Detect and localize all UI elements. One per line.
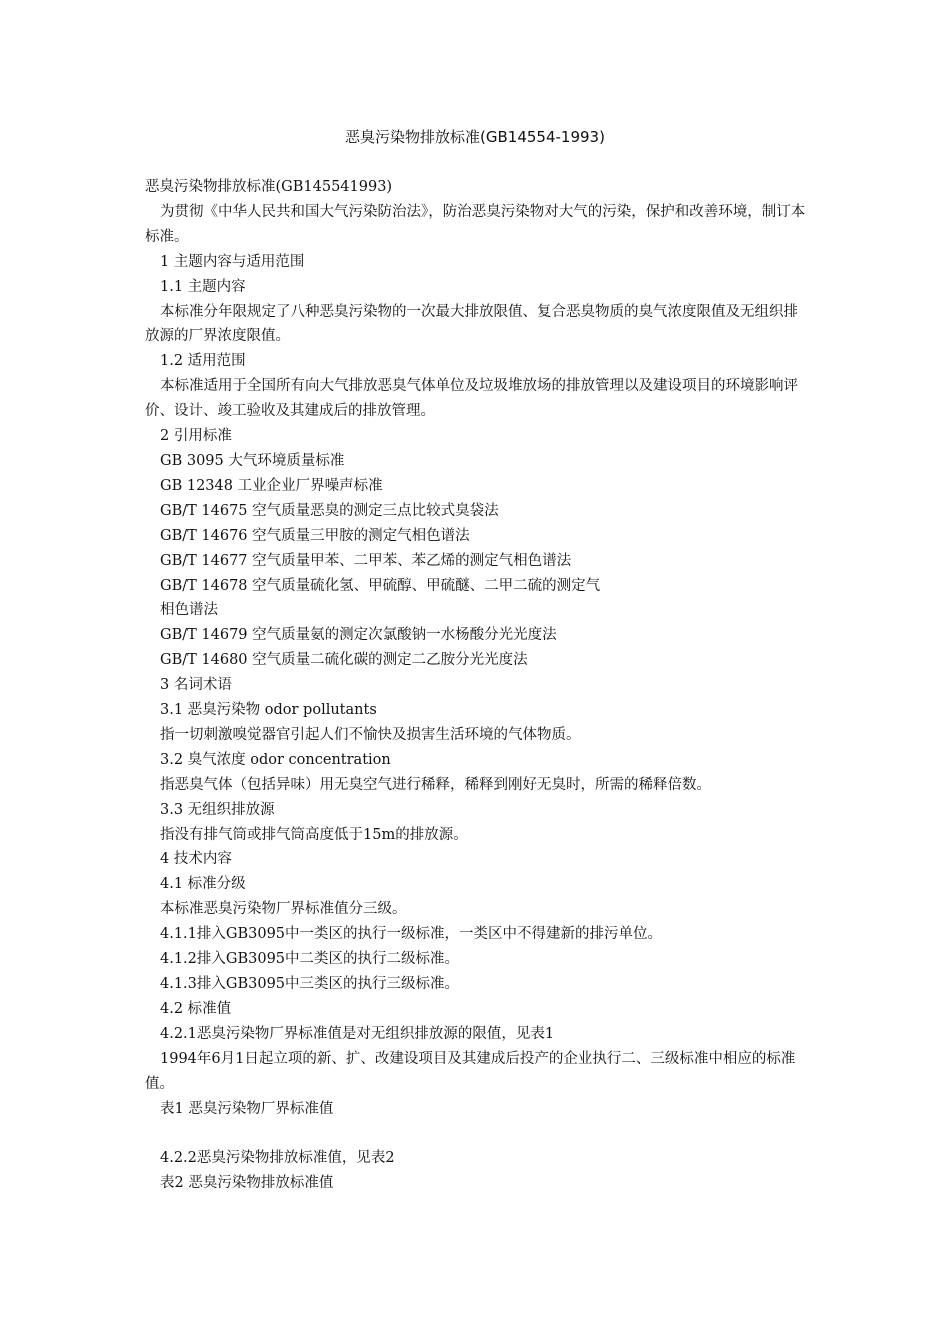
reference-item: GB 12348 工业企业厂界噪声标准 xyxy=(160,477,383,494)
section-heading-3: 3 名词术语 xyxy=(160,677,232,694)
paragraph-4-1: 本标准恶臭污染物厂界标准值分三级。 xyxy=(160,901,407,918)
reference-item: GB/T 14680 空气质量二硫化碳的测定二乙胺分光光度法 xyxy=(160,652,528,669)
reference-item: GB/T 14679 空气质量氨的测定次氯酸钠一水杨酸分光光度法 xyxy=(160,627,557,644)
paragraph-4-2-1-note: 1994年6月1日起立项的新、扩、改建设项目及其建成后投产的企业执行二、三级标准中相应的标准值。 xyxy=(145,1050,796,1092)
clause-4-1-1: 4.1.1排入GB3095中一类区的执行一级标准，一类区中不得建新的排污单位。 xyxy=(160,926,663,943)
reference-item: GB 3095 大气环境质量标准 xyxy=(160,452,345,469)
term-definition-3-2: 指恶臭气体（包括异味）用无臭空气进行稀释，稀释到刚好无臭时，所需的稀释倍数。 xyxy=(160,776,711,793)
reference-item-continuation: 相色谱法 xyxy=(160,602,218,619)
subsection-heading-4-1: 4.1 标准分级 xyxy=(160,876,246,893)
subsection-heading-1-1: 1.1 主题内容 xyxy=(160,278,246,295)
reference-item: GB/T 14677 空气质量甲苯、二甲苯、苯乙烯的测定气相色谱法 xyxy=(160,552,572,569)
clause-4-2-2: 4.2.2恶臭污染物排放标准值，见表2 xyxy=(160,1150,395,1167)
term-definition-3-3: 指没有排气筒或排气筒高度低于15m的排放源。 xyxy=(160,826,468,843)
table-caption-2: 表2 恶臭污染物排放标准值 xyxy=(160,1175,334,1192)
section-heading-2: 2 引用标准 xyxy=(160,428,232,445)
term-definition-3-1: 指一切刺激嗅觉器官引起人们不愉快及损害生活环境的气体物质。 xyxy=(160,726,581,743)
paragraph-1-2: 本标准适用于全国所有向大气排放恶臭气体单位及垃圾堆放场的排放管理以及建设项目的环境影响评价、设计、竣工验收及其建成后的排放管理。 xyxy=(145,378,798,420)
subsection-heading-4-2: 4.2 标准值 xyxy=(160,1000,232,1017)
table-caption-1: 表1 恶臭污染物厂界标准值 xyxy=(160,1100,334,1117)
section-heading-4: 4 技术内容 xyxy=(160,851,232,868)
term-heading-3-2: 3.2 臭气浓度 odor concentration xyxy=(160,751,391,768)
clause-4-1-3: 4.1.3排入GB3095中三类区的执行三级标准。 xyxy=(160,976,460,992)
paragraph-preamble: 为贯彻《中华人民共和国大气污染防治法》，防治恶臭污染物对大气的污染，保护和改善环境，制订本标准。 xyxy=(145,203,806,245)
section-heading-1: 1 主题内容与适用范围 xyxy=(160,253,305,270)
blank-line xyxy=(145,1121,810,1146)
reference-item: GB/T 14678 空气质量硫化氢、甲硫醇、甲硫醚、二甲二硫的测定气 xyxy=(160,577,601,594)
clause-4-2-1: 4.2.1恶臭污染物厂界标准值是对无组织排放源的限值，见表1 xyxy=(160,1025,555,1042)
document-body xyxy=(145,175,810,1196)
term-heading-3-3: 3.3 无组织排放源 xyxy=(160,801,275,818)
reference-item: GB/T 14675 空气质量恶臭的测定三点比较式臭袋法 xyxy=(160,502,499,519)
clause-4-1-2: 4.1.2排入GB3095中二类区的执行二级标准。 xyxy=(160,951,460,968)
reference-item: GB/T 14676 空气质量三甲胺的测定气相色谱法 xyxy=(160,527,470,544)
subsection-heading-1-2: 1.2 适用范围 xyxy=(160,353,246,370)
paragraph-heading: 恶臭污染物排放标准(GB145541993) xyxy=(145,179,393,195)
term-heading-3-1: 3.1 恶臭污染物 odor pollutants xyxy=(160,702,377,719)
document-title: 恶臭污染物排放标准(GB14554-1993) xyxy=(345,128,605,146)
paragraph-1-1: 本标准分年限规定了八种恶臭污染物的一次最大排放限值、复合恶臭物质的臭气浓度限值及无组织排放源的厂界浓度限值。 xyxy=(145,303,798,345)
